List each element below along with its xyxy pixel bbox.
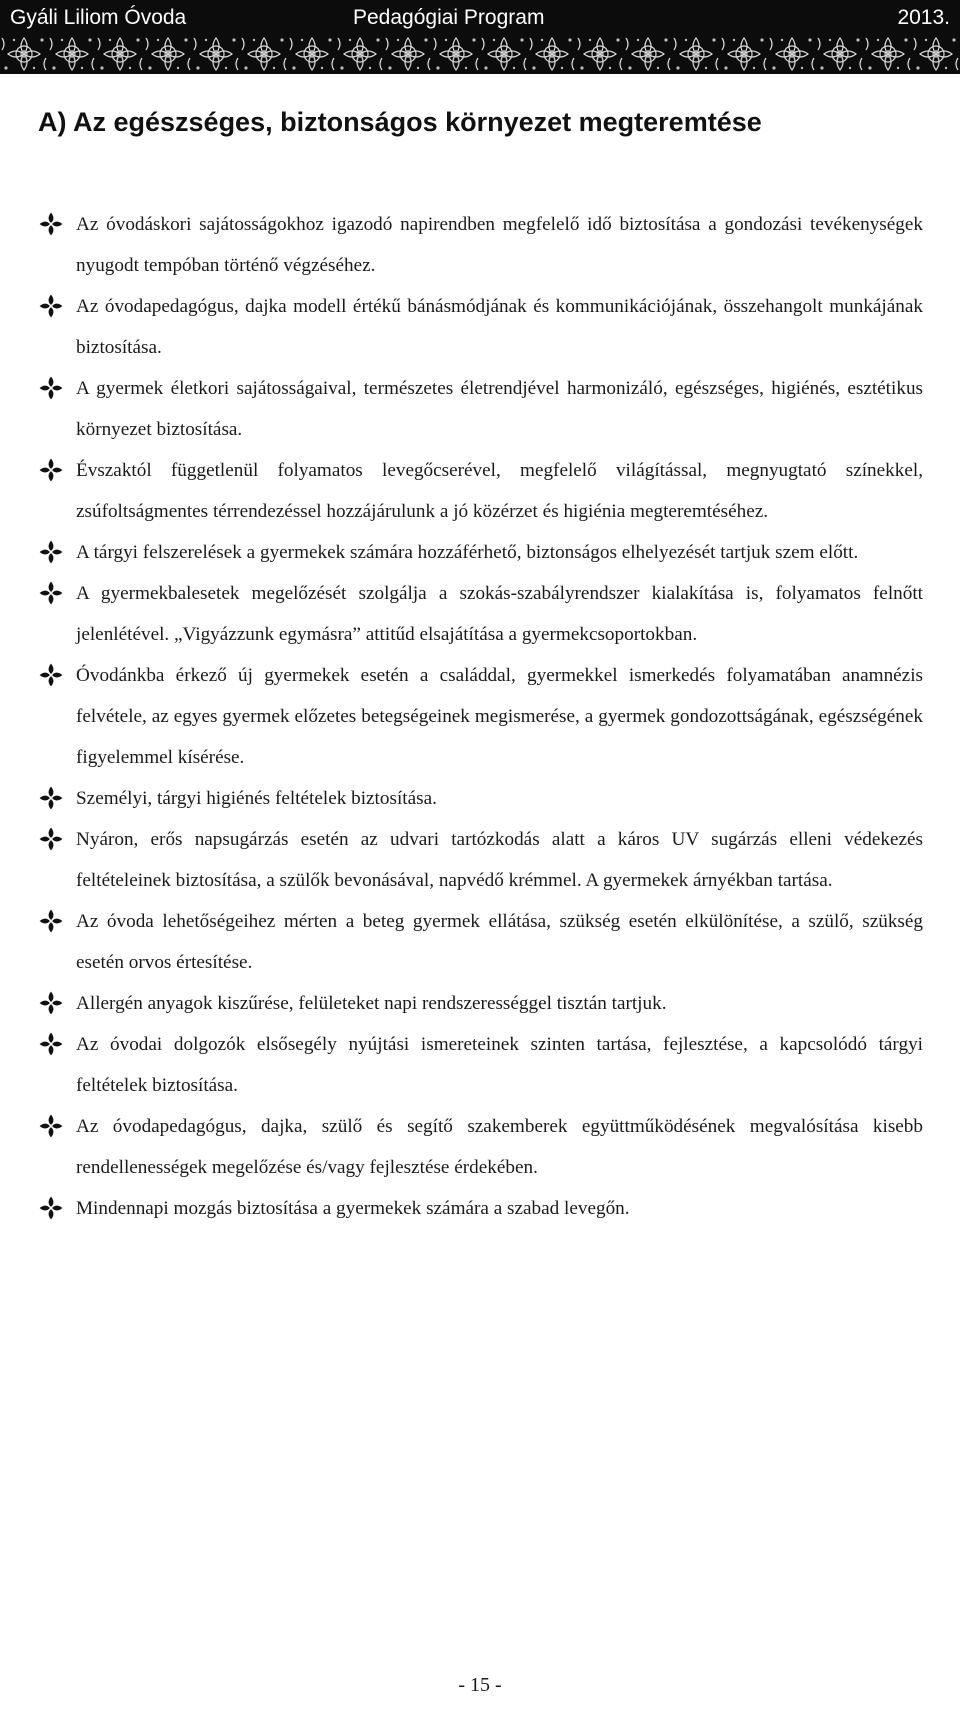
- list-item-text: Nyáron, erős napsugárzás esetén az udvari tartózkodás alatt a káros UV sugárzás elleni védekezés feltételeinek biztosítása, a szülők bevonásával, napvédő krémmel. A gyermekek árnyékban tartása.: [76, 829, 923, 891]
- list-item: [0, 368, 960, 450]
- diamond-bullet-icon: [38, 785, 64, 811]
- list-item: [0, 1188, 960, 1229]
- list-item: [0, 778, 960, 819]
- diamond-bullet-icon: [38, 293, 64, 319]
- list-item-text: A gyermekbalesetek megelőzését szolgálja a szokás-szabályrendszer kialakítása is, folyamatos felnőtt jelenlétével. „Vigyázzunk egymásra” attitűd elsajátítása a gyermekcsoportokban.: [76, 583, 923, 645]
- diamond-bullet-icon: [38, 662, 64, 688]
- list-item: [0, 1106, 960, 1188]
- diamond-bullet-icon: [38, 990, 64, 1016]
- diamond-bullet-icon: [38, 908, 64, 934]
- list-item: [0, 286, 960, 368]
- list-item-text: Az óvodai dolgozók elsősegély nyújtási ismereteinek szinten tartása, fejlesztése, a kapcsolódó tárgyi feltételek biztosítása.: [76, 1034, 923, 1096]
- header-document-title: Pedagógiai Program: [353, 6, 545, 29]
- diamond-bullet-icon: [38, 457, 64, 483]
- diamond-bullet-icon: [38, 211, 64, 237]
- diamond-bullet-icon: [38, 1195, 64, 1221]
- list-item: [0, 204, 960, 286]
- list-item-text: Óvodánkba érkező új gyermekek esetén a családdal, gyermekkel ismerkedés folyamatában anamnézis felvétele, az egyes gyermek előzetes betegségeinek megismerése, a gyermek gondozottságának, egészségének figyelemmel kísérése.: [76, 665, 923, 768]
- diamond-bullet-icon: [38, 1113, 64, 1139]
- list-item-text: Mindennapi mozgás biztosítása a gyermekek számára a szabad levegőn.: [76, 1198, 630, 1219]
- floral-pattern-ornament: [0, 34, 960, 74]
- list-item: [0, 983, 960, 1024]
- list-item-text: Az óvodáskori sajátosságokhoz igazodó napirendben megfelelő idő biztosítása a gondozási tevékenységek nyugodt tempóban történő végzéséhez.: [76, 214, 923, 276]
- list-item: [0, 1024, 960, 1106]
- list-item: [0, 901, 960, 983]
- list-item-text: A gyermek életkori sajátosságaival, természetes életrendjével harmonizáló, egészséges, higiénés, esztétikus környezet biztosítása.: [76, 378, 923, 440]
- diamond-bullet-icon: [38, 826, 64, 852]
- list-item: [0, 819, 960, 901]
- list-item: [0, 573, 960, 655]
- header-row: [10, 6, 950, 32]
- list-item: [0, 532, 960, 573]
- page-number: - 15 -: [458, 1674, 502, 1696]
- diamond-bullet-icon: [38, 375, 64, 401]
- list-item: [0, 655, 960, 778]
- list-item-text: A tárgyi felszerelések a gyermekek számára hozzáférhető, biztonságos elhelyezését tartjuk szem előtt.: [76, 542, 859, 563]
- section-title: A) Az egészséges, biztonságos környezet megteremtése: [38, 107, 762, 137]
- list-item: [0, 450, 960, 532]
- list-item-text: Évszaktól függetlenül folyamatos levegőcserével, megfelelő világítással, megnyugtató színekkel, zsúfoltságmentes térrendezéssel hozzájárulunk a jó közérzet és higiénia megteremtéséhez.: [76, 460, 923, 522]
- list-item-text: Az óvoda lehetőségeihez mérten a beteg gyermek ellátása, szükség esetén elkülönítése, a szülő, szükség esetén orvos értesítése.: [76, 911, 923, 973]
- diamond-bullet-icon: [38, 580, 64, 606]
- diamond-bullet-icon: [38, 1031, 64, 1057]
- header-institution: Gyáli Liliom Óvoda: [10, 6, 187, 29]
- list-item-text: Allergén anyagok kiszűrése, felületeket napi rendszerességgel tisztán tartjuk.: [76, 993, 667, 1014]
- page-header: [0, 0, 960, 74]
- diamond-bullet-icon: [38, 539, 64, 565]
- list-item-text: Az óvodapedagógus, dajka modell értékű bánásmódjának és kommunikációjának, összehangolt munkájának biztosítása.: [76, 296, 923, 358]
- header-year: 2013.: [897, 6, 950, 29]
- bullet-list: [0, 204, 960, 1229]
- list-item-text: Személyi, tárgyi higiénés feltételek biztosítása.: [76, 788, 437, 809]
- list-item-text: Az óvodapedagógus, dajka, szülő és segítő szakemberek együttműködésének megvalósítása kisebb rendellenességek megelőzése és/vagy fejlesztése érdekében.: [76, 1116, 923, 1178]
